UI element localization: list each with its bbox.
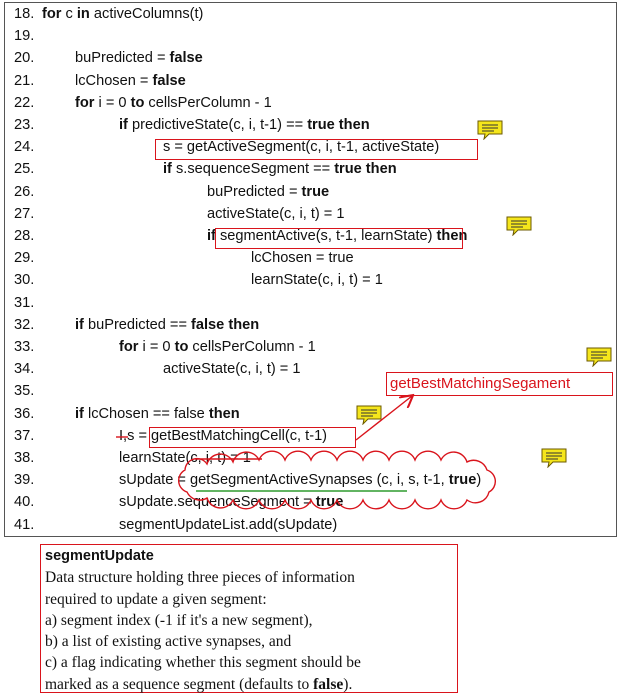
code-token: )	[476, 472, 482, 489]
highlight-get-best-matching-cell	[149, 427, 356, 448]
code-line	[14, 336, 316, 358]
code-text	[42, 250, 354, 266]
line-number: 28.	[14, 228, 35, 244]
callout-label: getBestMatchingSegament	[386, 372, 613, 396]
code-keyword: false	[152, 72, 186, 89]
line-number: 18.	[14, 6, 35, 22]
code-text	[42, 295, 75, 311]
line-number: 35.	[14, 383, 35, 400]
code-keyword: if	[75, 316, 84, 333]
code-token: activeColumns(t)	[89, 6, 204, 22]
line-number: 38.	[14, 450, 35, 466]
line-number: 31.	[14, 294, 35, 311]
code-text	[42, 117, 370, 133]
code-line	[14, 25, 42, 47]
code-line	[14, 469, 481, 491]
line-number: 26.	[14, 183, 35, 200]
code-keyword: if	[119, 117, 128, 133]
line-number: 41.	[14, 516, 35, 533]
code-token: i = 0	[138, 339, 175, 355]
code-token: segmentActive(s, t-1, learnState)	[215, 228, 437, 244]
line-number: 36.	[14, 405, 35, 422]
definition-line-last	[45, 674, 453, 695]
definition-line: a) segment index (-1 if it's a new segment),	[45, 611, 313, 629]
code-text	[42, 317, 259, 333]
code-keyword: false	[169, 50, 203, 67]
code-line	[14, 3, 203, 25]
code-line	[14, 380, 75, 402]
code-text	[42, 206, 344, 222]
line-number: 21.	[14, 72, 35, 89]
code-line	[14, 447, 251, 469]
code-token: buPredicted =	[75, 50, 170, 67]
code-text	[42, 272, 383, 288]
code-text	[42, 361, 300, 377]
code-keyword: for	[42, 6, 62, 22]
segment-update-definition	[40, 544, 458, 693]
code-line	[14, 158, 397, 180]
code-keyword: true then	[334, 161, 397, 178]
code-token: learnState(c, i, t) = 1	[251, 272, 383, 289]
definition-title: segmentUpdate	[45, 548, 154, 564]
code-keyword: then	[208, 405, 240, 422]
line-number: 25.	[14, 161, 35, 178]
code-keyword: if	[207, 228, 216, 244]
code-keyword: to	[130, 94, 145, 111]
code-token: buPredicted =	[207, 183, 302, 200]
code-line	[14, 358, 300, 380]
code-token: i = 0	[94, 94, 131, 111]
code-line	[14, 92, 272, 114]
line-number: 40.	[14, 494, 35, 511]
definition-bold-value: false	[313, 675, 344, 693]
code-token: s.sequenceSegment ==	[171, 161, 335, 178]
definition-line: required to update a given segment:	[45, 590, 267, 608]
code-line	[14, 114, 370, 136]
code-text	[42, 73, 186, 89]
line-number: 37.	[14, 427, 35, 444]
code-token: lcChosen = true	[251, 250, 354, 267]
code-text	[42, 517, 337, 533]
code-text	[42, 50, 203, 66]
highlight-segment-active	[215, 228, 463, 249]
sticky-note-icon[interactable]	[540, 448, 568, 468]
code-text	[42, 406, 240, 422]
code-line	[14, 292, 75, 314]
code-line	[14, 203, 344, 225]
code-keyword: true then	[307, 117, 370, 133]
sticky-note-icon[interactable]	[355, 405, 383, 425]
code-token: sUpdate = getSegmentActiveSynapses (c, i, s, t-1,	[119, 472, 449, 489]
code-token: segmentUpdateList.add(sUpdate)	[119, 516, 338, 533]
line-number: 27.	[14, 205, 35, 222]
code-line	[14, 181, 329, 203]
code-keyword: for	[75, 94, 95, 111]
code-text	[42, 339, 316, 355]
code-text	[42, 472, 481, 488]
line-number: 19.	[14, 28, 35, 45]
code-keyword: false then	[191, 316, 260, 333]
code-token: sUpdate.sequenceSegment =	[119, 494, 316, 511]
line-number: 22.	[14, 94, 35, 111]
code-keyword: true	[315, 494, 344, 511]
code-keyword: then	[436, 228, 468, 244]
code-keyword: if	[163, 161, 172, 178]
code-line	[14, 491, 343, 513]
code-token: buPredicted ==	[83, 316, 192, 333]
line-number: 32.	[14, 316, 35, 333]
code-text	[42, 383, 75, 399]
code-token: I,s = getBestMatchingCell(c, t-1)	[119, 427, 328, 444]
code-token: activeState(c, i, t) = 1	[163, 361, 301, 378]
code-keyword: if	[75, 405, 84, 422]
code-text	[42, 6, 203, 22]
line-number: 29.	[14, 250, 35, 267]
code-line	[14, 314, 259, 336]
definition-line: c) a flag indicating whether this segment should be	[45, 654, 361, 672]
definition-line: marked as a sequence segment (defaults to	[45, 675, 314, 693]
code-token: predictiveState(c, i, t-1) ==	[127, 117, 308, 133]
definition-line: Data structure holding three pieces of information	[45, 569, 355, 587]
code-token: lcChosen == false	[83, 405, 209, 422]
code-text	[42, 161, 397, 177]
code-line	[14, 247, 354, 269]
pseudocode-panel	[4, 2, 617, 537]
line-number: 33.	[14, 339, 35, 355]
line-number: 39.	[14, 472, 35, 489]
code-keyword: to	[174, 339, 189, 355]
code-line	[14, 269, 383, 291]
code-line	[14, 403, 240, 425]
sticky-note-icon[interactable]	[585, 347, 613, 367]
code-token: learnState(c, i, t) = 1	[119, 450, 251, 466]
code-token: s = getActiveSegment(c, i, t-1, activeState)	[163, 139, 440, 156]
line-number: 23.	[14, 117, 35, 133]
code-token: c	[61, 6, 77, 22]
code-keyword: in	[76, 6, 90, 22]
code-line	[14, 70, 186, 92]
code-token: cellsPerColumn - 1	[144, 94, 272, 111]
code-text	[42, 184, 329, 200]
definition-tail: ).	[343, 675, 353, 693]
code-token: cellsPerColumn - 1	[188, 339, 316, 355]
code-line	[14, 514, 337, 536]
code-token: activeState(c, i, t) = 1	[207, 205, 345, 222]
code-text	[42, 494, 343, 510]
code-keyword: true	[448, 472, 477, 489]
line-number: 34.	[14, 361, 35, 378]
code-text	[42, 95, 272, 111]
code-keyword: for	[119, 339, 139, 355]
highlight-get-active-segment	[155, 139, 478, 160]
code-text	[42, 450, 251, 466]
sticky-note-icon[interactable]	[505, 216, 533, 236]
code-token: lcChosen =	[75, 72, 153, 89]
code-line	[14, 47, 203, 69]
sticky-note-icon[interactable]	[476, 120, 504, 140]
code-keyword: true	[301, 183, 330, 200]
line-number: 24.	[14, 139, 35, 156]
line-number: 30.	[14, 272, 35, 289]
line-number: 20.	[14, 50, 35, 67]
definition-line: b) a list of existing active synapses, and	[45, 633, 292, 651]
